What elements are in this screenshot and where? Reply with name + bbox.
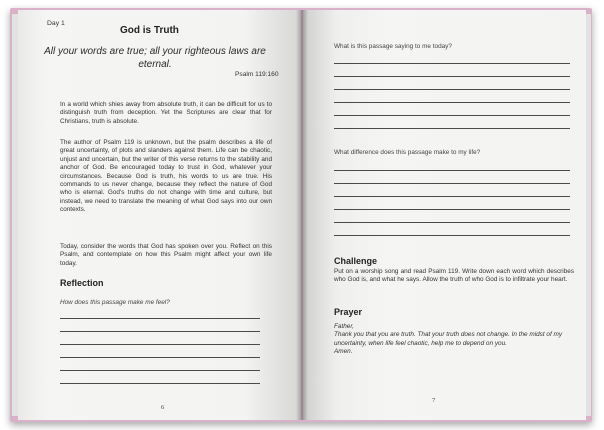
writing-line[interactable] — [334, 89, 570, 90]
question-difference: What difference does this passage make to my life? — [334, 149, 481, 156]
verse-quote: All your words are true; all your righteous laws are eternal. — [44, 46, 266, 70]
day-label: Day 1 — [47, 20, 65, 27]
writing-line[interactable] — [334, 128, 570, 129]
challenge-heading: Challenge — [334, 256, 378, 266]
intro-paragraph: In a world which shies away from absolute truth, it can be difficult for us to distinguish truth from deception. Yet the Scriptures are clear that for Christians, truth is absolute. — [60, 101, 272, 125]
closing-paragraph: Today, consider the words that God has spoken over you. Reflect on this Psalm, and contemplate on how this Psalm might affect your own life today. — [60, 243, 272, 267]
writing-line[interactable] — [60, 344, 260, 345]
prayer-line: Father, — [334, 323, 354, 330]
writing-line[interactable] — [334, 170, 570, 171]
writing-line[interactable] — [334, 196, 570, 197]
spine-shadow — [296, 10, 308, 420]
page-title: God is Truth — [120, 25, 179, 36]
page-number-left: 6 — [161, 404, 165, 411]
writing-line[interactable] — [60, 318, 260, 319]
writing-line[interactable] — [60, 331, 260, 332]
writing-line[interactable] — [334, 63, 570, 64]
verse-reference: Psalm 119:160 — [235, 71, 279, 78]
body-paragraph: The author of Psalm 119 is unknown, but the psalm describes a life of great uncertainty, of plots and slanders against them. Life can be chaotic, unjust and uncertain, but the writer of this verse returns to the stability and anchor of God. Be encouraged today to trust in God, whatever your circumstances. Because God is truth, his words to us are true. His commands to us never change, because they reflect the nature of God who is eternal. God's truths do not change with time and culture, but instead, we need to translate the meaning of what God says into our own contexts. — [60, 139, 272, 214]
right-page — [303, 10, 586, 420]
writing-line[interactable] — [334, 183, 570, 184]
writing-line[interactable] — [60, 357, 260, 358]
writing-line[interactable] — [334, 222, 570, 223]
prayer-line: Amen. — [334, 348, 353, 356]
writing-line[interactable] — [334, 209, 570, 210]
question-today: What is this passage saying to me today? — [334, 43, 452, 50]
prayer-text — [334, 323, 574, 357]
reflection-question: How does this passage make me feel? — [60, 299, 170, 306]
writing-line[interactable] — [60, 370, 260, 371]
page-number-right: 7 — [432, 397, 436, 404]
writing-line[interactable] — [334, 235, 570, 236]
prayer-heading: Prayer — [334, 307, 363, 317]
challenge-text: Put on a worship song and read Psalm 119. Write down each word which describes who God is, and what he says. Allow the truth of who God is to infiltrate your heart. — [334, 268, 574, 284]
writing-line[interactable] — [334, 115, 570, 116]
prayer-line: Thank you that you are truth. That your truth does not change. In the midst of my uncertainty, when life feel chaotic, help me to depend on you. — [334, 331, 563, 347]
writing-line[interactable] — [60, 383, 260, 384]
writing-line[interactable] — [334, 102, 570, 103]
reflection-heading: Reflection — [60, 278, 104, 288]
writing-line[interactable] — [334, 76, 570, 77]
